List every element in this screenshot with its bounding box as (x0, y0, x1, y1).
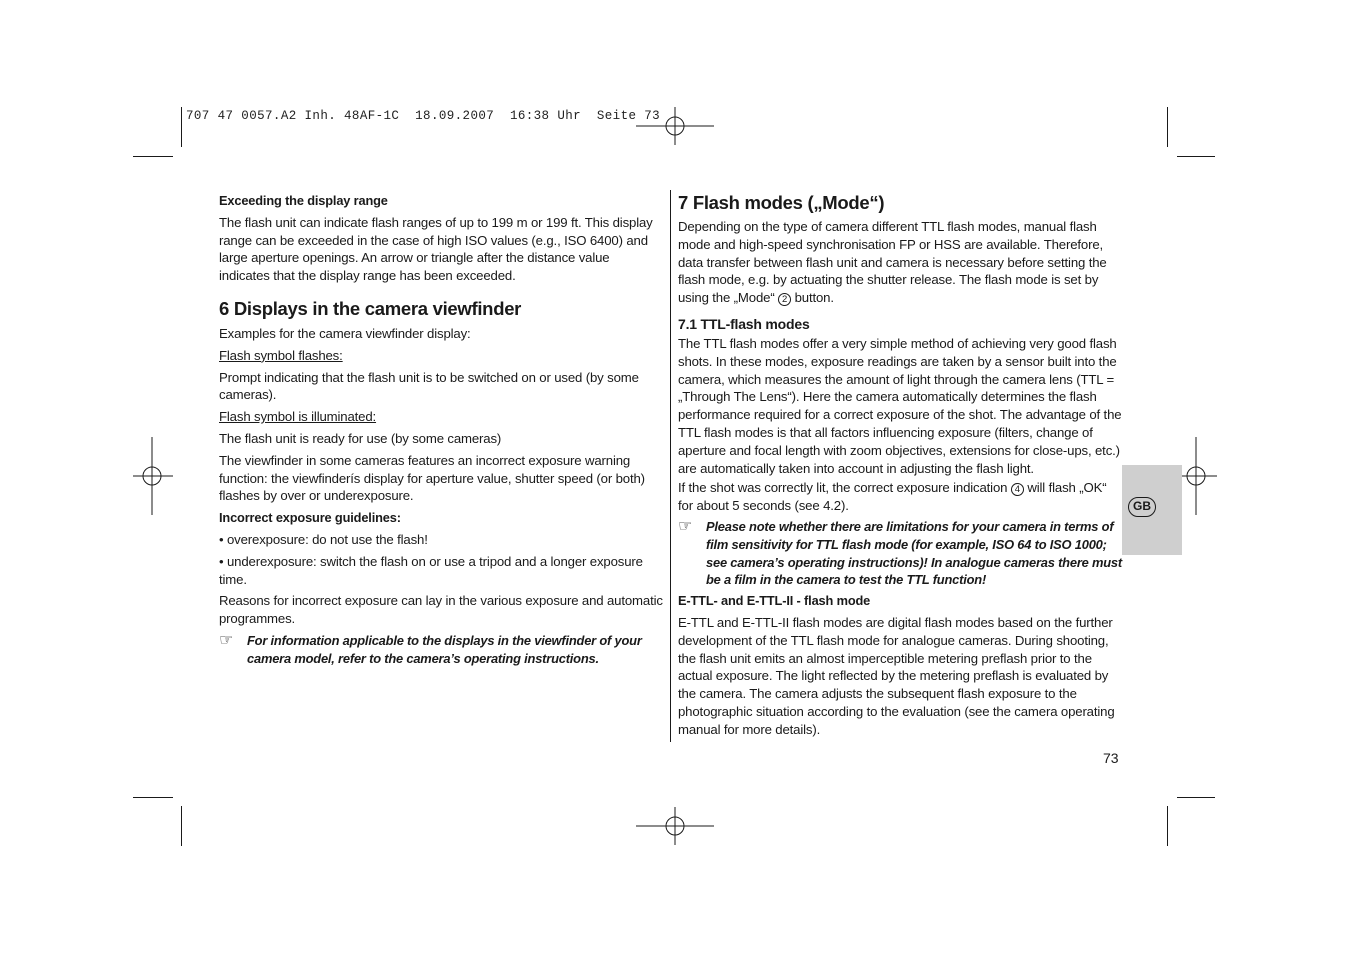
print-slug: 707 47 0057.A2 Inh. 48AF-1C 18.09.2007 16:38 Uhr Seite 73 (186, 109, 661, 123)
exceeding-range-heading: Exceeding the display range (219, 193, 388, 208)
ettl-heading: E-TTL- and E-TTL-II - flash mode (678, 593, 871, 609)
note-block (678, 518, 1122, 589)
flash-symbol-flashes-text: Prompt indicating that the flash unit is to be switched on or used (by some cameras). (219, 369, 639, 403)
guideline-bullet: • overexposure: do not use the flash! (219, 531, 428, 547)
language-badge: GB (1128, 497, 1156, 517)
registration-mark-icon (133, 437, 173, 515)
crop-mark (181, 107, 182, 147)
crop-mark (1167, 806, 1168, 846)
indicator-number: 4 (1011, 483, 1024, 496)
crop-mark (1167, 107, 1168, 147)
registration-mark-icon (636, 107, 714, 145)
crop-mark (181, 806, 182, 846)
mode-button-number: 2 (778, 293, 791, 306)
flash-symbol-flashes-label: Flash symbol flashes: (219, 347, 343, 363)
ok-text: If the shot was correctly lit, the correct exposure indication (678, 480, 1011, 496)
column-divider (670, 190, 671, 742)
section-7-heading: 7 Flash modes („Mode“) (678, 192, 885, 213)
flash-modes-intro (678, 218, 1122, 307)
pointing-hand-icon: ☞ (219, 631, 234, 649)
note-block (219, 632, 663, 668)
left-column (219, 190, 663, 668)
ttl-heading: 7.1 TTL-flash modes (678, 315, 810, 332)
intro-text-end: button. (791, 290, 834, 306)
registration-mark-icon (1177, 437, 1217, 515)
flash-symbol-illuminated-label: Flash symbol is illuminated: (219, 409, 377, 425)
page-number: 73 (1103, 750, 1119, 766)
flash-symbol-illuminated-text: The flash unit is ready for use (by some cameras) (219, 430, 502, 446)
registration-mark-icon (636, 807, 714, 845)
right-column (678, 190, 1122, 739)
guideline-bullet: • underexposure: switch the flash on or use a tripod and a longer exposure time. (219, 553, 643, 587)
viewfinder-warning-text: The viewfinder in some cameras features an incorrect exposure warning function: the viewfinderís display for aperture value, shutter speed (or both) flashes by over or underexposure. (219, 452, 645, 504)
guidelines-heading: Incorrect exposure guidelines: (219, 510, 401, 526)
note-text: Please note whether there are limitations for your camera in terms of film sensitivity for TTL flash mode (for example, ISO 64 to ISO 1000; see camera’s operating instructions)! In analogue cameras there must be a film in the camera to test the TTL function! (706, 518, 1122, 588)
ok-text-end: will flash „OK“ for about 5 seconds (see 4.2). (678, 480, 1107, 514)
ok-indication-text (678, 479, 1122, 515)
examples-intro: Examples for the camera viewfinder display: (219, 325, 471, 341)
ettl-text: E-TTL and E-TTL-II flash modes are digital flash modes based on the further development of the TTL flash mode for analogue cameras. During shooting, the flash unit emits an almost imperceptible metering preflash prior to the actual exposure. The light reflected by the metering preflash is evaluated by the camera. The camera adjusts the subsequent flash exposure to the photographic situation according to the evaluation (see the camera operating manual for more details). (678, 614, 1115, 737)
crop-mark (133, 156, 173, 157)
crop-mark (1177, 797, 1215, 798)
section-6-heading: 6 Displays in the camera viewfinder (219, 297, 522, 319)
reasons-text: Reasons for incorrect exposure can lay in the various exposure and automatic programmes. (219, 593, 663, 627)
ttl-text: The TTL flash modes offer a very simple method of achieving very good flash shots. In these modes, exposure readings are taken by a sensor built into the camera, which measures the amount of light through the camera lens (TTL = „Through The Lens“). Here the camera automatically determines the flash performance required for a correct exposure of the shot. The advantage of the TTL flash modes is that all factors influencing exposure (filters, change of aperture and focal length with zoom objectives, extensions for close-ups, etc.) are automatically taken into account in adjusting the flash light. (678, 335, 1122, 476)
pointing-hand-icon: ☞ (678, 517, 693, 535)
exceeding-range-text: The flash unit can indicate flash ranges of up to 199 m or 199 ft. This display range can be exceeded in the case of high ISO values (e.g., ISO 6400) and large aperture openings. An arrow or triangle after the distance value indicates that the display range has been exceeded. (219, 214, 653, 284)
crop-mark (133, 797, 173, 798)
crop-mark (1177, 156, 1215, 157)
note-text: For information applicable to the displays in the viewfinder of your camera model, refer to the camera’s operating instructions. (247, 632, 642, 666)
intro-text: Depending on the type of camera different TTL flash modes, manual flash mode and high-speed synchronisation FP or HSS are available. Therefore, data transfer between flash unit and camera is necessary before setting the flash mode, e.g. by actuating the shutter release. The flash mode is set by using the „Mode“ (678, 219, 1107, 306)
